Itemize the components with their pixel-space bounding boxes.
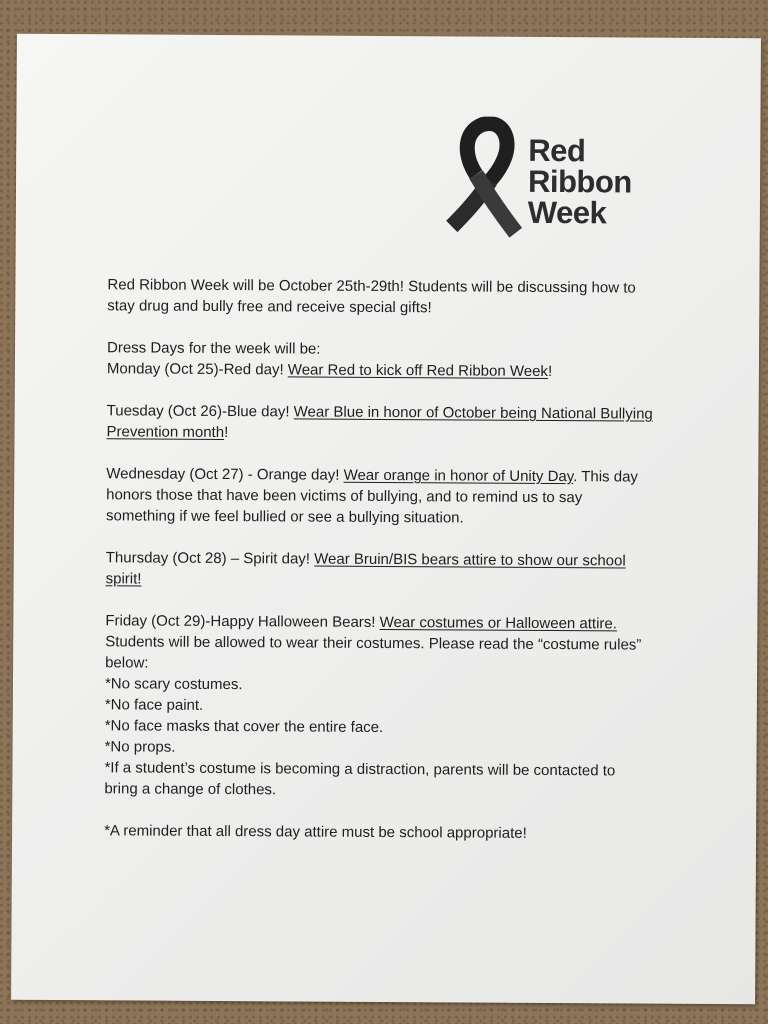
awareness-ribbon-icon [446,116,527,240]
logo-text [527,132,632,231]
flyer-body [104,274,707,845]
tuesday-underlined-1: Wear Blue in honor of October being National Bullying [293,403,653,423]
tuesday-line-2: Prevention month! [106,423,229,442]
thursday-underlined-1: Wear Bruin/BIS bears attire to show our school [314,550,626,570]
flyer-page [11,34,761,1005]
tuesday-line-1: Tuesday (Oct 26)-Blue day! Wear Blue in honor of October being National Bullying [106,402,653,423]
dress-days-heading: Dress Days for the week will be: [106,339,321,358]
friday-line-1: Friday (Oct 29)-Happy Halloween Bears! Wear costumes or Halloween attire. [105,612,618,633]
wednesday-line-2: honors those that have been victims of bullying, and to remind us to say [106,486,583,507]
red-ribbon-week-logo [446,116,657,247]
wednesday-line-3: something if we feel bullied or see a bullying situation. [105,507,464,527]
friday-line-2: Students will be allowed to wear their costumes. Please read the “costume rules” [105,633,642,654]
thursday-line-1: Thursday (Oct 28) – Spirit day! Wear Bruin/BIS bears attire to show our school [105,549,626,570]
monday-line: Monday (Oct 25)-Red day! Wear Red to kick off Red Ribbon Week! [106,360,553,381]
wednesday-underlined: Wear orange in honor of Unity Day [343,466,574,486]
reminder-line: *A reminder that all dress day attire must be school appropriate! [104,822,527,842]
logo-line-week: Week [527,194,607,231]
rule-item: *No face paint. [104,696,204,714]
monday-underlined: Wear Red to kick off Red Ribbon Week [287,361,549,380]
friday-underlined: Wear costumes or Halloween attire. [379,613,618,633]
intro-line-1: Red Ribbon Week will be October 25th-29th! Students will be discussing how to [107,276,636,297]
rule-item: *No scary costumes. [104,675,243,694]
rule-item: *No face masks that cover the entire face. [104,717,384,736]
rule-item: *No props. [104,738,176,756]
logo-line-ribbon: Ribbon [527,163,632,200]
rule-item: *If a student’s costume is becoming a distraction, parents will be contacted to [104,759,616,780]
wednesday-line-1: Wednesday (Oct 27) - Orange day! Wear orange in honor of Unity Day. This day [106,465,639,486]
thursday-underlined-2: spirit! [105,570,142,588]
rule-item: bring a change of clothes. [104,780,277,799]
intro-line-2: stay drug and bully free and receive special gifts! [107,297,432,317]
tuesday-underlined-2: Prevention month [106,423,225,442]
friday-line-3: below: [105,654,149,672]
logo-line-red: Red [528,132,586,169]
